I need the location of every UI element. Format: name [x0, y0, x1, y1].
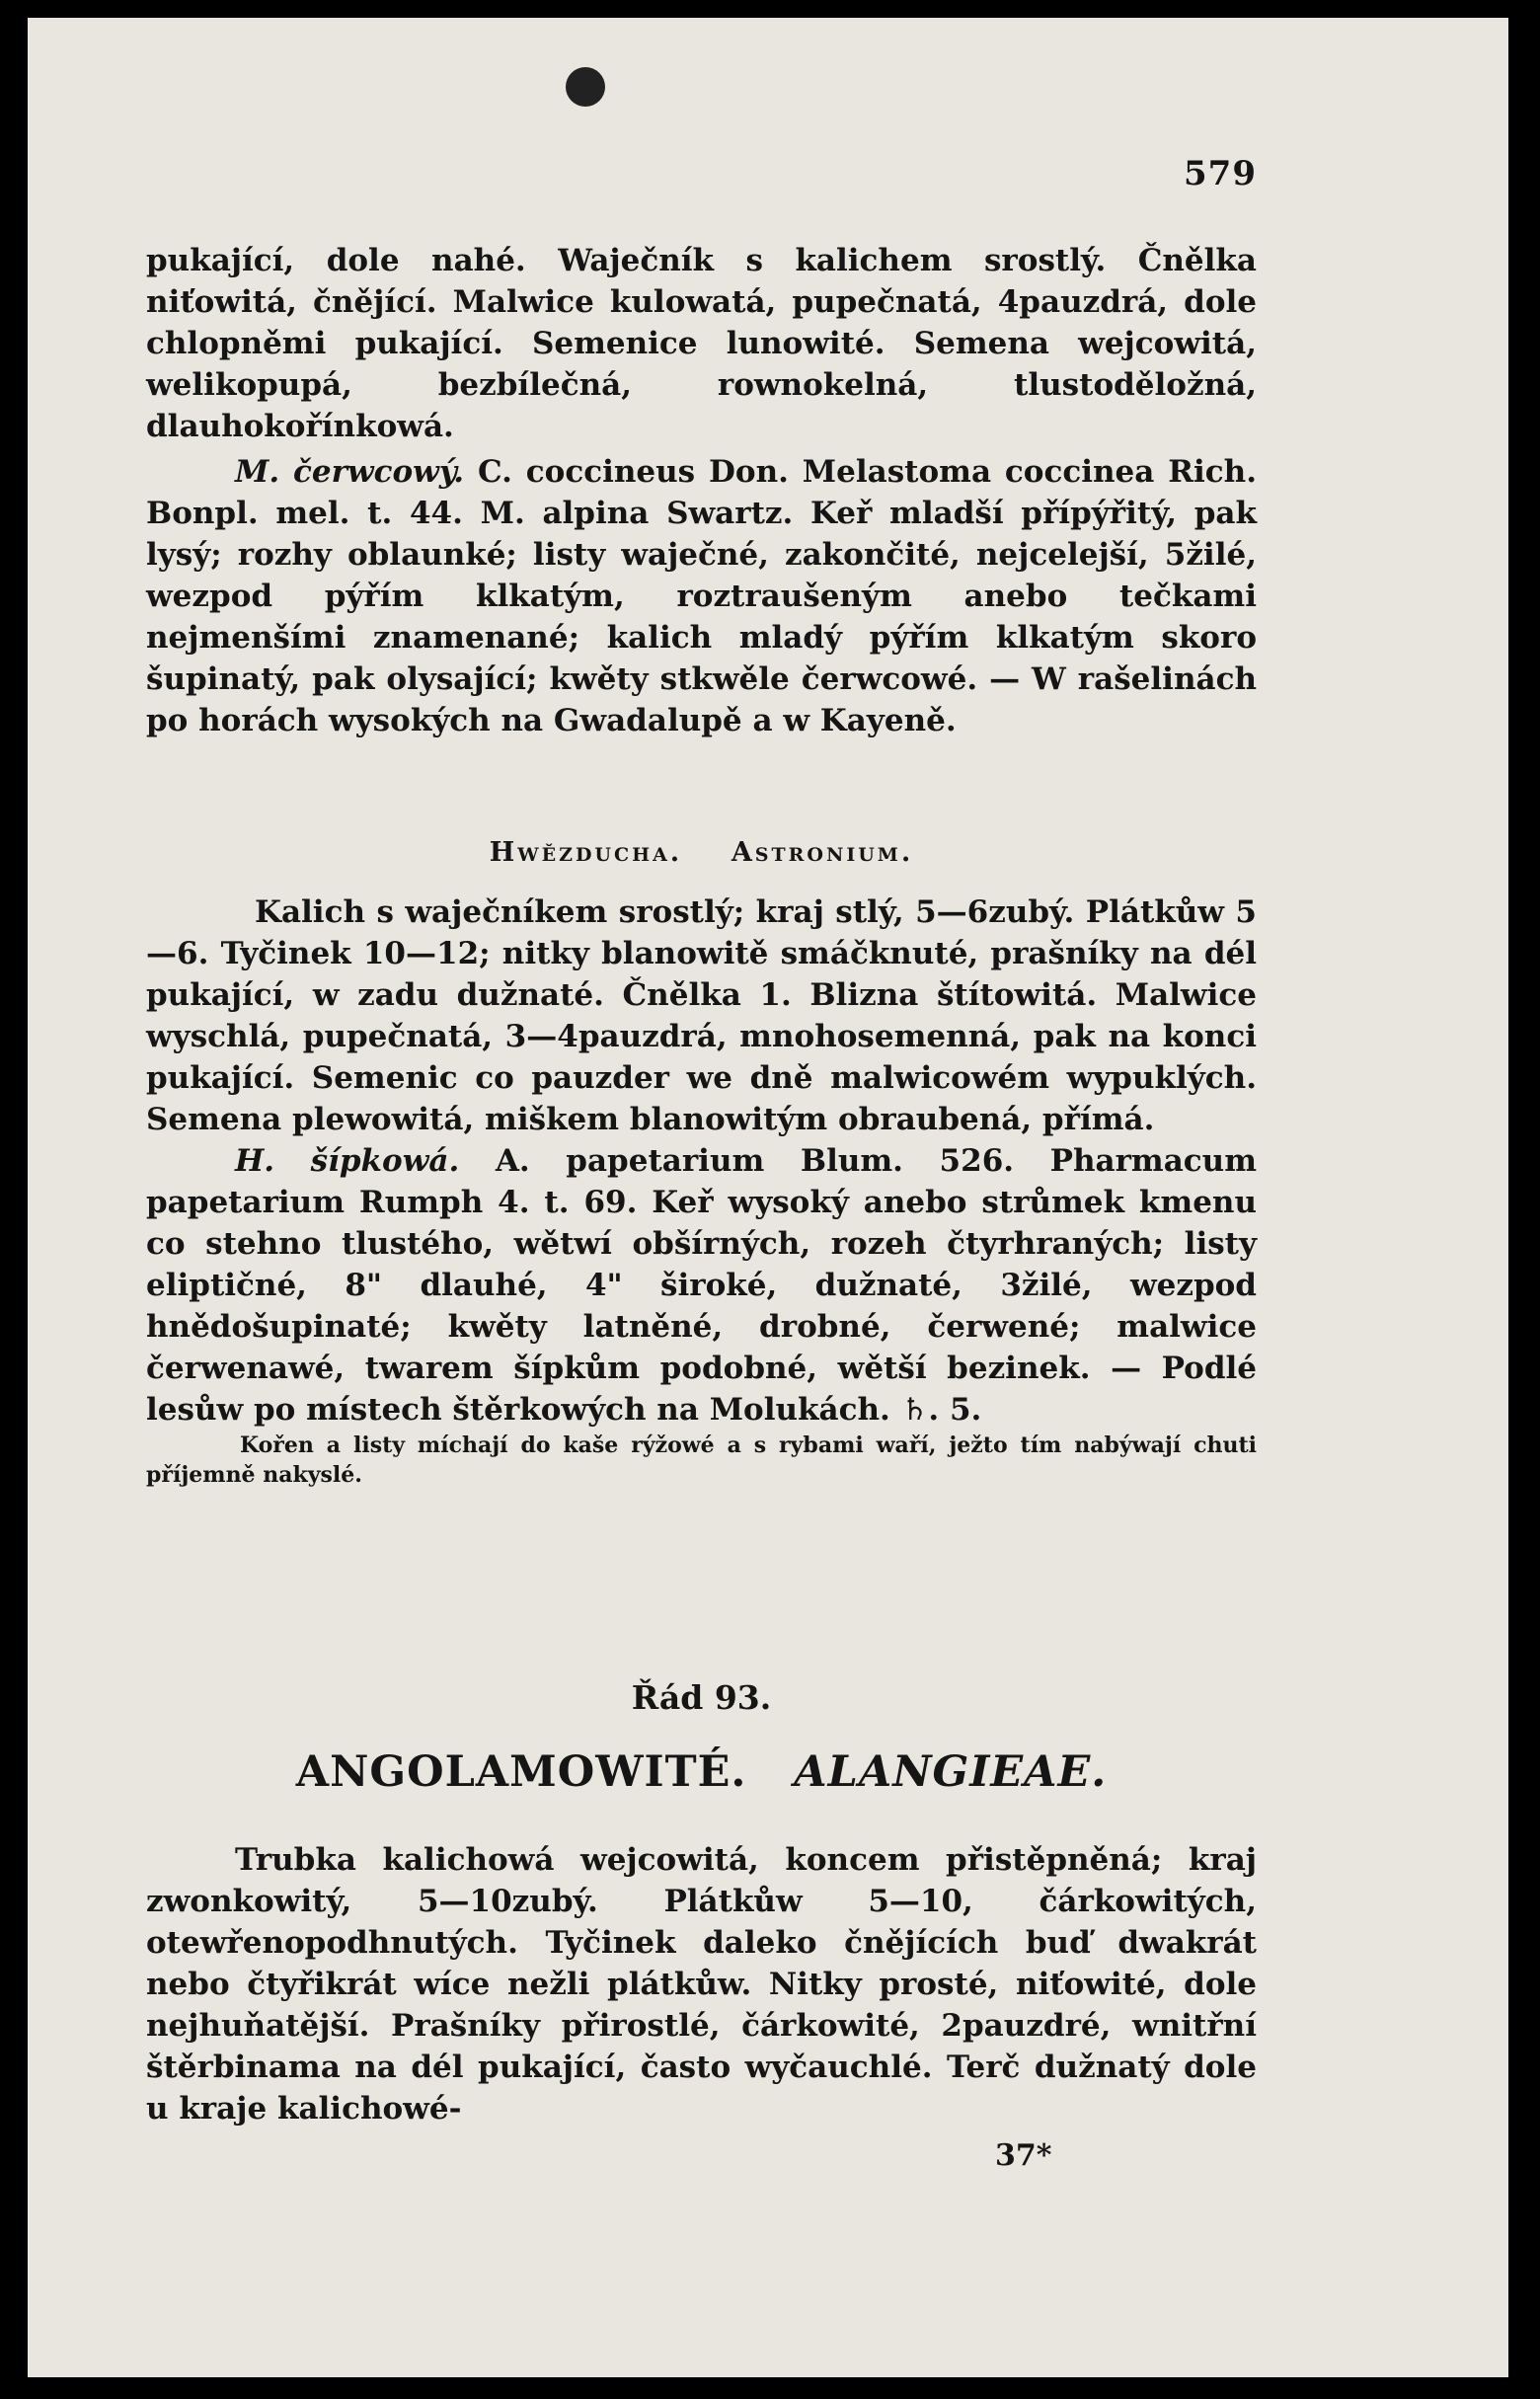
genus-name-czech: Hwězducha.	[489, 837, 683, 868]
order-description: Trubka kalichowá wejcowitá, koncem přistěpněná; kraj zwonkowitý, 5—10zubý. Plátkůw 5—10, čárkowitých, otewřenopodhnutých. Tyčinek daleko čnějících buď dwakrát nebo čtyřikrát wíce nežli plátkůw. Nitky prosté, niťowité, dole nejhuňatější. Prašníky přirostlé, čárkowité, 2pauzdré, wnitřní štěrbinama na dél pukající, často wyčauchlé. Terč dužnatý dole u kraje kalichowé-	[146, 1842, 1257, 2127]
genus-heading	[146, 837, 1257, 868]
ink-blot	[566, 67, 605, 107]
paragraph-fruit-description: pukající, dole nahé. Waječník s kalichem srostlý. Čnělka niťowitá, čnějící. Malwice kulowatá, pupečnatá, 4pauzdrá, dole chlopněmi pukající. Semenice lunowité. Semena wejcowitá, welikopupá, bezbílečná, rownokelná, tlustoděložná, dlauhokořínkowá.	[146, 243, 1257, 444]
text-block-middle	[146, 891, 1257, 1490]
species-text: A. papetarium Blum. 526. Pharmacum papetarium Rumph 4. t. 69. Keř wysoký anebo strůmek kmenu co stehno tlustého, wětwí obšírných, rozeh čtyrhraných; listy eliptičné, 8" dlauhé, 4" široké, dužnaté, 3žilé, wezpod hnědošupinaté; kwěty latněné, drobné, čerwené; malwice čerwenawé, twarem šípkům podobné, wětší bezinek. — Podlé lesůw po místech štěrkowých na Molukách. ♄. 5.	[146, 1143, 1257, 1428]
species-name: M. čerwcowý.	[235, 454, 465, 490]
book-page	[28, 18, 1508, 2377]
order-title	[146, 1747, 1257, 1797]
species-text: C. coccineus Don. Melastoma coccinea Rich. Bonpl. mel. t. 44. M. alpina Swartz. Keř mladší přípýřitý, pak lysý; rozhy oblaunké; listy waječné, zakončité, nejcelejší, 5žilé, wezpod pýřím klkatým, roztraušeným anebo tečkami nejmenšími znamenané; kalich mladý pýřím klkatým skoro šupinatý, pak olysající; kwěty stkwěle čerwcowé. — W rašelinách po horách wysokých na Gwadalupě a w Kayeně.	[146, 454, 1257, 738]
text-block-top	[146, 240, 1257, 741]
order-name-latin: ALANGIEAE.	[794, 1747, 1108, 1797]
order-number: Řád 93.	[631, 1678, 772, 1717]
printer-signature: 37*	[995, 2138, 1052, 2173]
text-block-bottom	[146, 1839, 1257, 2129]
usage-note: Kořen a listy míchají do kaše rýžowé a s rybami waří, ježto tím nabýwají chuti příjemně nakyslé.	[146, 1432, 1257, 1488]
order-name-czech: ANGOLAMOWITÉ.	[295, 1747, 747, 1797]
page-number: 579	[1184, 154, 1257, 193]
species-entry-sipkowa	[146, 1140, 1257, 1431]
species-entry-cerwcowy	[146, 451, 1257, 741]
genus-description: Kalich s waječníkem srostlý; kraj stlý, 5—6zubý. Plátkůw 5—6. Tyčinek 10—12; nitky blanowitě smáčknuté, prašníky na dél pukající, w zadu dužnaté. Čnělka 1. Blizna štítowitá. Malwice wyschlá, pupečnatá, 3—4pauzdrá, mnohosemenná, pak na konci pukající. Semenic co pauzder we dně malwicowém wypuklých. Semena plewowitá, miškem blanowitým obraubená, přímá.	[146, 894, 1257, 1137]
species-name: H. šípkowá.	[235, 1143, 460, 1179]
genus-name-latin: Astronium.	[731, 837, 914, 868]
